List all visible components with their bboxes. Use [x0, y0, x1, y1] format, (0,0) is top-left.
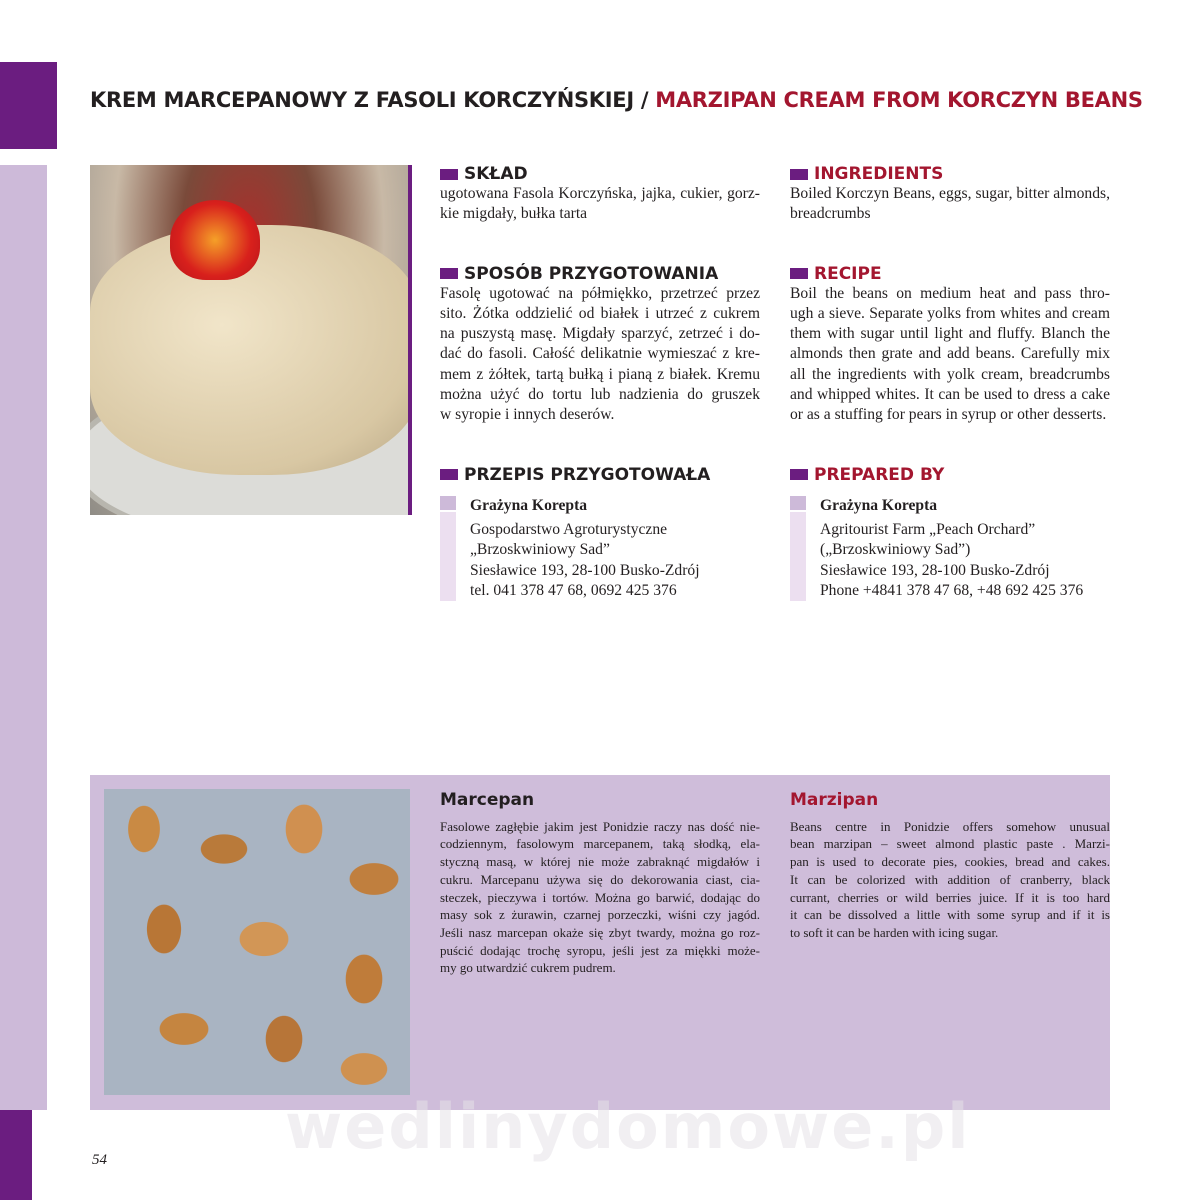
ingredients-text-en [790, 184, 1110, 225]
heading-ingredients: INGREDIENTS [790, 164, 1110, 184]
text-line: codziennym, fasolowym marcepanem, taką słodką, ela- [440, 836, 760, 852]
text-line: bean marzipan – sweet almond plastic paste . Marzi- [790, 836, 1110, 852]
text-line: Boil the beans on medium heat and pass thro- [790, 284, 1110, 302]
heading-recipe: RECIPE [790, 264, 1110, 284]
marzipan-text-en [790, 818, 1110, 942]
text-line: tel. 041 378 47 68, 0692 425 376 [470, 581, 677, 599]
square-bullet-icon [440, 469, 458, 480]
ingredients-text-pl [440, 184, 760, 225]
text-line: and whipped whites. It can be used to dress a cake [790, 386, 1110, 404]
text-line: my go utwardzić cukrem pudrem. [440, 960, 616, 976]
heading-prepared-by: PREPARED BY [790, 465, 1110, 485]
author-name: Grażyna Korepta [820, 496, 938, 514]
accent-bar-side [0, 165, 47, 1110]
accent-bar-top [0, 62, 57, 149]
text-line: w syropie i innych deserów. [440, 406, 615, 424]
text-line: steczek, pieczywa i tortów. Można go barwić, dodając do [440, 889, 760, 905]
text-line: It can be colorized with addition of cranberry, black [790, 871, 1110, 887]
author-contact-en [790, 496, 1110, 601]
text-line: Siesławice 193, 28-100 Busko-Zdrój [470, 561, 700, 579]
accent-bar-bottom [0, 1110, 32, 1200]
cake-photo [90, 165, 408, 515]
text-line: Fasolę ugotować na półmiękko, przetrzeć przez [440, 284, 760, 302]
text-line: almonds then grate and add beans. Carefully mix [790, 345, 1110, 363]
recipe-text-en [790, 284, 1110, 426]
marzipan-en [790, 792, 1110, 942]
text-line: kie migdały, bułka tarta [440, 205, 588, 223]
text-line: Agritourist Farm „Peach Orchard” [820, 520, 1036, 538]
text-line: Gospodarstwo Agroturystyczne [470, 520, 668, 538]
text-line: Fasolowe zagłębie jakim jest Ponidzie raczy nas dość nie- [440, 818, 760, 834]
title-english: MARZIPAN CREAM FROM KORCZYN BEANS [655, 88, 1143, 112]
author-name: Grażyna Korepta [470, 496, 588, 514]
contact-marker [440, 496, 456, 601]
text-line: styczną masą, w której nie może zabraknąć migdałów i [440, 854, 760, 870]
page-number: 54 [92, 1152, 107, 1168]
marzipan-text-pl [440, 818, 760, 977]
text-line: („Brzoskwiniowy Sad”) [820, 541, 971, 559]
text-line: currant, cherries or wild berries juice. If it is too hard [790, 889, 1110, 905]
heading-sposob: SPOSÓB PRZYGOTOWANIA [440, 264, 760, 284]
almonds-photo [104, 789, 410, 1095]
text-line: puścić dodając trochę syropu, jeśli jest za miękki może- [440, 942, 760, 958]
square-bullet-icon [440, 268, 458, 279]
author-contact-pl [440, 496, 760, 601]
square-bullet-icon [790, 268, 808, 279]
text-line: Siesławice 193, 28-100 Busko-Zdrój [820, 561, 1050, 579]
text-line: masy sok z żurawin, czarnej porzeczki, wiśni czy jagód. [440, 907, 760, 923]
text-line: „Brzoskwiniowy Sad” [470, 541, 610, 559]
square-bullet-icon [440, 169, 458, 180]
text-line: można użyć do tortu lub nadzienia do gruszek [440, 386, 760, 404]
page-title [90, 88, 1143, 112]
marzipan-heading-pl: Marcepan [440, 790, 535, 810]
text-line: Boiled Korczyn Beans, eggs, sugar, bitter almonds, [790, 185, 1110, 202]
text-line: na puszystą masę. Migdały sparzyć, zetrzeć i do- [440, 325, 760, 343]
text-line: cukru. Marcepanu używa się do dekorowania ciast, cia- [440, 871, 760, 887]
polish-column [440, 164, 760, 601]
text-line: it can be dissolved a little with some syrup and if it is [790, 907, 1110, 923]
text-line: to soft it can be harden with icing sugar. [790, 924, 999, 940]
title-polish: KREM MARCEPANOWY Z FASOLI KORCZYŃSKIEJ / [90, 88, 649, 112]
watermark: wedlinydomowe.pl [285, 1090, 971, 1163]
text-line: pan is used to decorate pies, cookies, bread and cakes. [790, 854, 1110, 870]
text-line: mem z żółtek, tartą bułką i pianą z białek. Kremu [440, 365, 760, 383]
text-line: ugotowana Fasola Korczyńska, jajka, cukier, gorz- [440, 185, 760, 202]
text-line: Phone +4841 378 47 68, +48 692 425 376 [820, 581, 1084, 599]
heading-author-pl: PRZEPIS PRZYGOTOWAŁA [440, 465, 760, 485]
text-line: dać do fasoli. Całość delikatnie wymieszać z kre- [440, 345, 760, 363]
text-line: or as a stuffing for pears in syrup or other desserts. [790, 406, 1107, 424]
text-line: them with sugar until light and fluffy. Blanch the [790, 325, 1110, 343]
marzipan-heading-en: Marzipan [790, 790, 879, 810]
contact-marker [790, 496, 806, 601]
photo-divider [408, 165, 412, 515]
text-line: Beans centre in Ponidzie offers somehow unusual [790, 818, 1110, 834]
marzipan-pl [440, 792, 760, 977]
square-bullet-icon [790, 169, 808, 180]
english-column [790, 164, 1110, 601]
text-line: breadcrumbs [790, 205, 871, 223]
square-bullet-icon [790, 469, 808, 480]
heading-sklad: SKŁAD [440, 164, 760, 184]
recipe-text-pl [440, 284, 760, 426]
text-line: ugh a sieve. Separate yolks from whites and cream [790, 304, 1110, 322]
text-line: all the ingredients with yolk cream, breadcrumbs [790, 365, 1110, 383]
text-line: sito. Żótka oddzielić od białek i utrzeć z cukrem [440, 304, 760, 322]
text-line: Jeśli nasz marcepan okaże się zbyt twardy, można go roz- [440, 924, 760, 940]
